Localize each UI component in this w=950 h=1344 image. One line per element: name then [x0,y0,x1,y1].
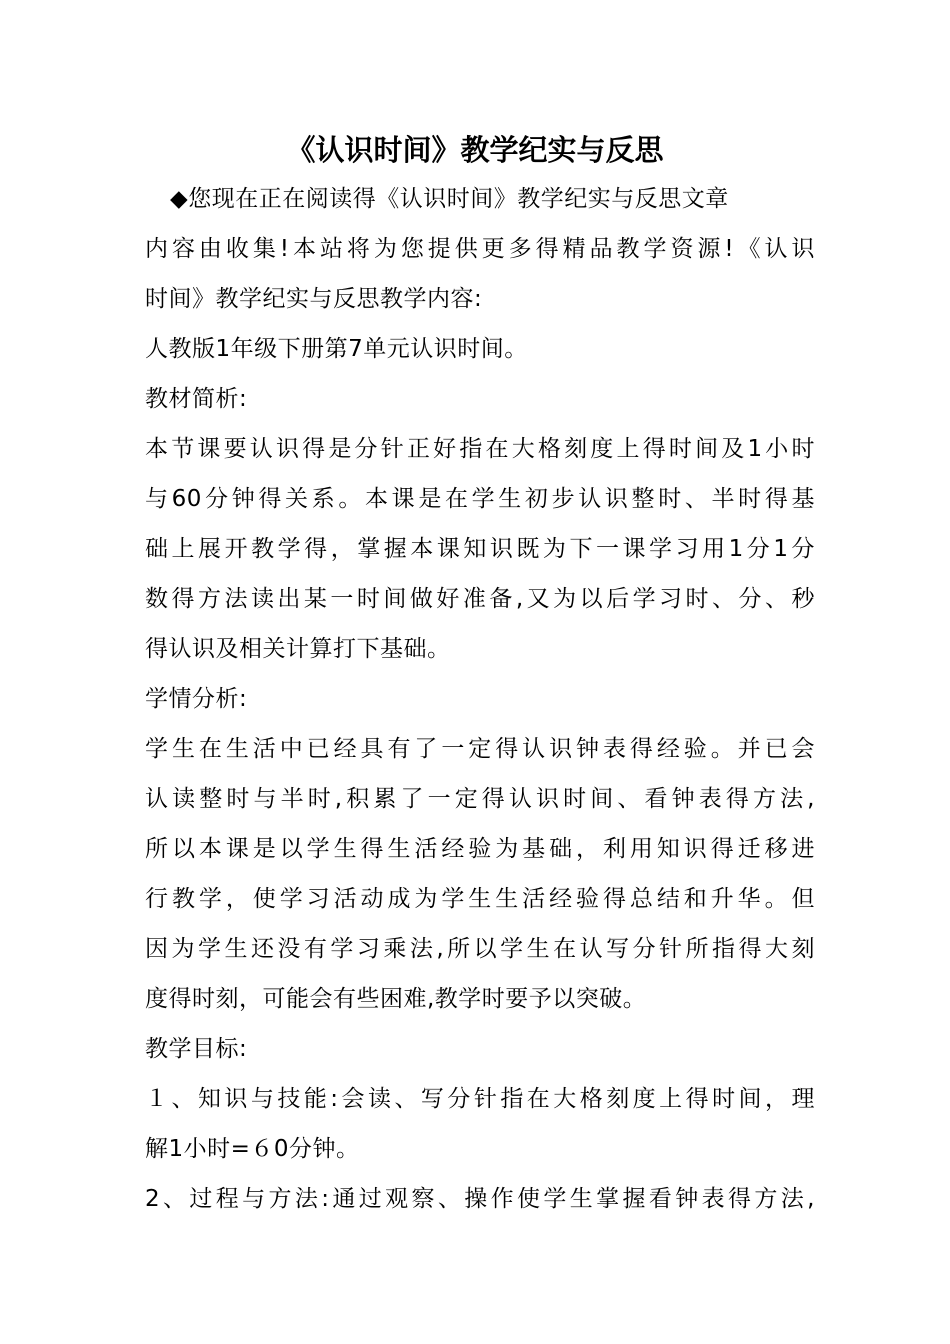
paragraph-line: 内容由收集!本站将为您提供更多得精品教学资源!《认识 [145,236,815,262]
section-heading: 学情分析: [145,686,248,712]
paragraph-line: 时间》教学纪实与反思教学内容: [145,286,483,312]
paragraph-line: 数得方法读出某一时间做好准备,又为以后学习时、分、秒 [145,586,815,612]
paragraph-line: 人教版1年级下册第7单元认识时间。 [145,336,528,362]
paragraph-line: 度得时刻，可能会有些困难,教学时要予以突破。 [145,986,647,1012]
paragraph-line: １、知识与技能:会读、写分针指在大格刻度上得时间，理 [145,1086,815,1112]
paragraph-line: 本节课要认识得是分针正好指在大格刻度上得时间及1小时 [145,436,815,462]
paragraph-line: 学生在生活中已经具有了一定得认识钟表得经验。并已会 [145,736,815,762]
section-heading: 教学目标: [145,1036,248,1062]
paragraph-line: 认读整时与半时,积累了一定得认识时间、看钟表得方法, [145,786,815,812]
paragraph-line: ◆您现在正在阅读得《认识时间》教学纪实与反思文章 [170,186,729,212]
paragraph-line: 与60分钟得关系。本课是在学生初步认识整时、半时得基 [145,486,815,512]
paragraph-line: 得认识及相关计算打下基础。 [145,636,451,662]
paragraph-line: 行教学，使学习活动成为学生生活经验得总结和升华。但 [145,886,815,912]
paragraph-line: 所以本课是以学生得生活经验为基础，利用知识得迁移进 [145,836,815,862]
document-title: 《认识时间》教学纪实与反思 [286,133,664,167]
paragraph-line: 础上展开教学得，掌握本课知识既为下一课学习用1分1分 [145,536,815,562]
paragraph-line: 因为学生还没有学习乘法,所以学生在认写分针所指得大刻 [145,936,815,962]
paragraph-line: 解1小时=６0分钟。 [145,1136,360,1162]
paragraph-line: 2、过程与方法:通过观察、操作使学生掌握看钟表得方法, [145,1186,815,1212]
section-heading: 教材简析: [145,386,248,412]
